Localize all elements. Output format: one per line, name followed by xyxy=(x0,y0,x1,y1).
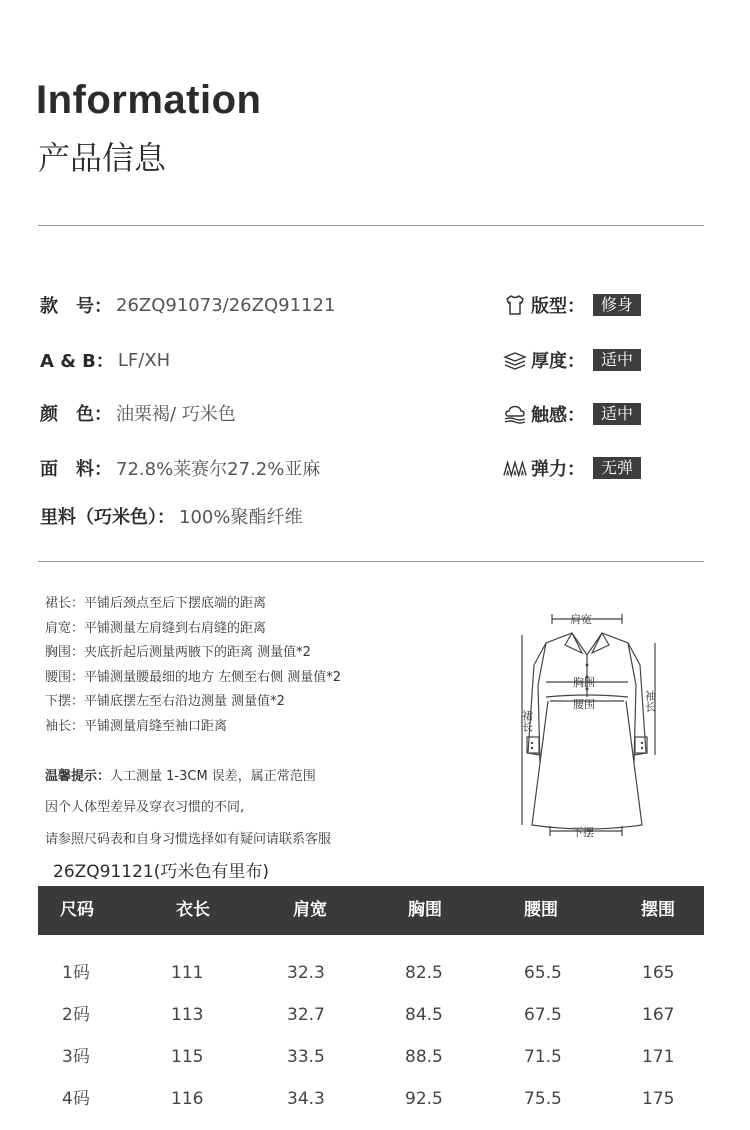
tip-label: 温馨提示： xyxy=(45,769,111,784)
info-label: 里料（巧米色）： xyxy=(40,507,175,528)
header-cell: 衣长 xyxy=(176,900,210,920)
table-cell: 82.5 xyxy=(405,963,443,983)
stretch-icon xyxy=(503,457,527,479)
attr-label: 触感： xyxy=(531,405,585,426)
attr-stretch xyxy=(503,456,641,480)
table-cell: 113 xyxy=(171,1005,204,1025)
table-cell: 84.5 xyxy=(405,1005,443,1025)
header-cell: 尺码 xyxy=(60,900,94,920)
table-cell: 115 xyxy=(171,1047,204,1067)
layers-icon xyxy=(503,349,527,371)
table-cell: 92.5 xyxy=(405,1089,443,1109)
attr-label: 版型： xyxy=(531,296,585,317)
table-cell: 33.5 xyxy=(287,1047,325,1067)
shirt-icon xyxy=(503,294,527,316)
header-cell: 腰围 xyxy=(524,900,558,920)
table-cell: 165 xyxy=(642,963,675,983)
tip-line-2: 因个人体型差异及穿衣习惯的不同, xyxy=(45,800,245,815)
attr-label: 厚度： xyxy=(531,351,585,372)
table-cell: 4码 xyxy=(62,1089,90,1109)
measure-note: 腰围：平铺测量腰最细的地方 左侧至右侧 测量值*2 xyxy=(45,669,342,685)
header-cell: 胸围 xyxy=(408,900,442,920)
title-chinese: 产品信息 xyxy=(38,139,167,177)
diagram-label-length: 裙长 xyxy=(520,710,534,732)
attr-badge: 无弹 xyxy=(593,457,641,479)
cloud-icon xyxy=(503,403,527,425)
measure-note: 袖长：平铺测量肩缝至袖口距离 xyxy=(45,718,228,734)
size-table-body xyxy=(38,952,704,1120)
tip-line-1 xyxy=(45,765,316,784)
header-cell: 摆围 xyxy=(641,900,675,920)
dress-measurement-diagram xyxy=(510,605,710,845)
measure-note: 裙长：平铺后颈点至后下摆底端的距离 xyxy=(45,596,267,611)
attr-badge: 修身 xyxy=(593,294,641,316)
measure-note: 下摆：平铺底摆左至右沿边测量 测量值*2 xyxy=(45,694,285,709)
info-label: 款 号： xyxy=(40,296,112,317)
divider-top xyxy=(38,225,704,226)
table-cell: 32.3 xyxy=(287,963,325,983)
table-cell: 65.5 xyxy=(524,963,562,983)
info-value: 26ZQ91073/26ZQ91121 xyxy=(116,294,336,316)
table-cell: 2码 xyxy=(62,1005,90,1025)
attr-thickness xyxy=(503,348,641,372)
info-color xyxy=(40,398,236,428)
attr-badge: 适中 xyxy=(593,403,641,425)
table-cell: 116 xyxy=(171,1089,204,1109)
info-label: 颜 色： xyxy=(40,404,112,425)
diagram-label-shoulder: 肩宽 xyxy=(570,613,592,626)
measure-note: 肩宽：平铺测量左肩缝到右肩缝的距离 xyxy=(45,620,267,636)
info-value: 油栗褐/ 巧米色 xyxy=(116,404,236,425)
divider-middle xyxy=(38,561,704,562)
size-table-model: 26ZQ91121(巧米色有里布) xyxy=(53,862,270,882)
table-cell: 167 xyxy=(642,1005,675,1025)
table-cell: 171 xyxy=(642,1047,675,1067)
tip-text: 人工测量 1-3CM 误差，属正常范围 xyxy=(110,769,316,784)
measure-note: 胸围：夹底折起后测量两腋下的距离 测量值*2 xyxy=(45,645,311,660)
info-label: A & B： xyxy=(40,351,114,372)
info-lining xyxy=(40,501,302,531)
table-row xyxy=(38,952,704,994)
attr-fit xyxy=(503,293,641,317)
info-value: LF/XH xyxy=(117,349,171,371)
attr-badge: 适中 xyxy=(593,349,641,371)
title-english: Information xyxy=(36,78,262,122)
attr-feel xyxy=(503,402,641,426)
diagram-label-chest: 胸围 xyxy=(573,676,595,689)
info-style-number xyxy=(40,290,335,320)
table-cell: 1码 xyxy=(62,963,90,983)
table-cell: 3码 xyxy=(62,1047,90,1067)
table-cell: 88.5 xyxy=(405,1047,443,1067)
diagram-label-waist: 腰围 xyxy=(573,698,595,711)
info-ab xyxy=(40,345,170,375)
table-cell: 175 xyxy=(642,1089,675,1109)
table-cell: 75.5 xyxy=(524,1089,562,1109)
header-cell: 肩宽 xyxy=(293,900,327,920)
table-cell: 71.5 xyxy=(524,1047,562,1067)
table-row xyxy=(38,994,704,1036)
table-row xyxy=(38,1078,704,1120)
attr-label: 弹力： xyxy=(531,459,585,480)
info-value: 100%聚酯纤维 xyxy=(179,507,303,528)
table-cell: 111 xyxy=(171,963,204,983)
tip-line-3: 请参照尺码表和自身习惯选择如有疑问请联系客服 xyxy=(45,832,332,847)
table-row xyxy=(38,1036,704,1078)
info-value: 72.8%莱赛尔27.2%亚麻 xyxy=(116,459,321,480)
measure-notes xyxy=(45,592,341,739)
table-cell: 67.5 xyxy=(524,1005,562,1025)
table-cell: 32.7 xyxy=(287,1005,325,1025)
size-table-header xyxy=(38,886,704,935)
info-label: 面 料： xyxy=(40,459,112,480)
diagram-label-hem: 下摆 xyxy=(572,826,594,839)
diagram-label-sleeve: 袖长 xyxy=(643,690,657,712)
table-cell: 34.3 xyxy=(287,1089,325,1109)
info-fabric xyxy=(40,453,320,483)
